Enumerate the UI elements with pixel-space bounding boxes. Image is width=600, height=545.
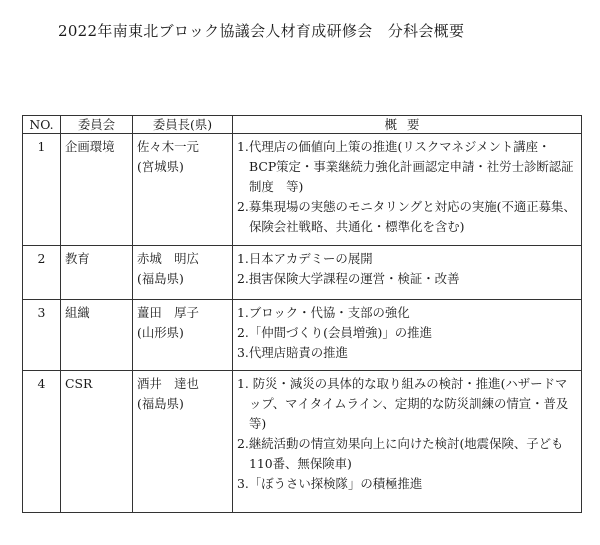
committee-summary-table [22, 115, 582, 513]
table-row [23, 300, 582, 371]
summary-item: 1. 防災・減災の具体的な取り組みの検討・推進(ハザードマップ、マイタイムライン、定期的な防災訓練の情宣・普及 等) [237, 376, 581, 431]
chair-name: 佐々木一元 [137, 139, 199, 154]
chair-prefecture: (福島県) [137, 271, 184, 286]
header-no: NO. [23, 116, 61, 134]
row-no: 3 [23, 300, 61, 371]
row-no: 2 [23, 246, 61, 300]
chair-prefecture: (福島県) [137, 396, 184, 411]
chair-name: 赤城 明広 [137, 251, 199, 266]
row-committee: 企画環境 [61, 134, 133, 246]
row-chair [133, 246, 233, 300]
header-summary: 概要 [233, 116, 582, 134]
chair-prefecture: (山形県) [137, 325, 184, 340]
summary-item: 1.日本アカデミーの展開 [237, 251, 373, 266]
table-row [23, 134, 582, 246]
row-committee: 組織 [61, 300, 133, 371]
row-summary [233, 371, 582, 513]
header-committee: 委員会 [61, 116, 133, 134]
row-chair [133, 300, 233, 371]
table-row [23, 371, 582, 513]
chair-name: 薑田 厚子 [137, 305, 199, 320]
document-title: 2022年南東北ブロック協議会人材育成研修会 分科会概要 [58, 22, 465, 40]
row-no: 4 [23, 371, 61, 513]
row-committee: CSR [61, 371, 133, 513]
row-summary [233, 246, 582, 300]
summary-item: 3.「ぼうさい探検隊」の積極推進 [237, 476, 423, 491]
summary-item: 2.「仲間づくり(会員増強)」の推進 [237, 325, 432, 340]
summary-item: 2.継続活動の情宣効果向上に向けた検討(地震保険、子ども110番、無保険車) [237, 436, 564, 471]
table-row [23, 246, 582, 300]
header-chair: 委員長(県) [133, 116, 233, 134]
row-summary [233, 134, 582, 246]
row-chair [133, 371, 233, 513]
summary-item: 2.募集現場の実態のモニタリングと対応の実施(不適正募集、保険会社戦略、共通化・標準化を含む) [237, 199, 576, 234]
row-summary [233, 300, 582, 371]
summary-item: 2.損害保険大学課程の運営・検証・改善 [237, 271, 460, 286]
table-header-row [23, 116, 582, 134]
row-no: 1 [23, 134, 61, 246]
chair-name: 酒井 達也 [137, 376, 199, 391]
row-committee: 教育 [61, 246, 133, 300]
chair-prefecture: (宮城県) [137, 159, 184, 174]
row-chair [133, 134, 233, 246]
summary-item: 3.代理店賠責の推進 [237, 345, 348, 360]
summary-item: 1.ブロック・代協・支部の強化 [237, 305, 410, 320]
summary-item: 1.代理店の価値向上策の推進(リスクマネジメント講座・BCP策定・事業継続力強化計画認定申請・社労士診断認証制度 等) [237, 139, 574, 194]
